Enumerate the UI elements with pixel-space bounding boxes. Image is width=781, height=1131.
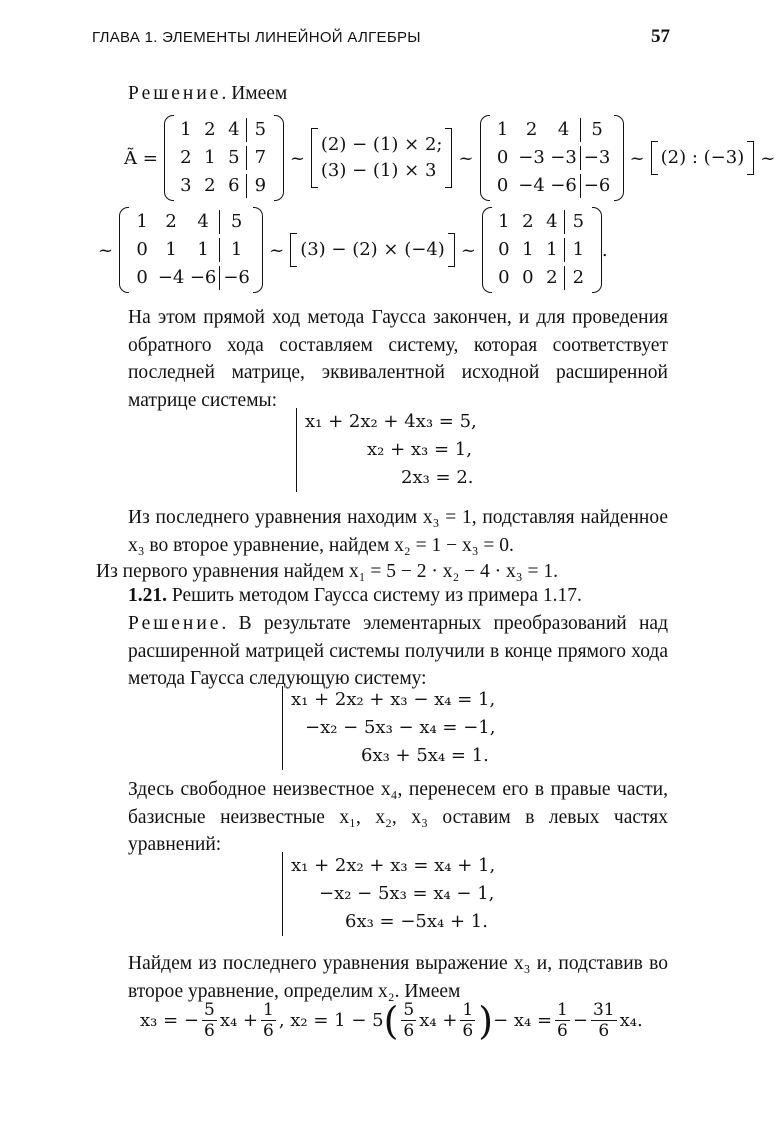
paragraph-forward-done: На этом прямой ход метода Гаусса закончен, и для проведения обратного хода составляем систему, которая соответствует последней матрице, эквивалентной исходной расширенной матрице системы: [128,307,668,411]
matrix-cell: −3 [550,147,577,168]
tilde: ~ [289,147,305,169]
row-operation-3 [290,237,455,263]
matrix-cell: 2 [180,147,192,168]
equation-line: x₁ + 2x₂ + 4x₃ = 5, [305,411,477,432]
matrix-3 [119,210,263,290]
row-operation-2 [651,145,755,171]
tilde: ~ [760,147,776,169]
equation-line: 6x₃ = −5x₄ + 1. [345,911,488,932]
matrix-4 [482,210,602,290]
matrix-cell: 5 [228,147,240,168]
matrix-cell: 1 [180,119,192,140]
expr-part: x₃ = − [140,1010,199,1031]
solution-text: . В результате элементарных преобразований над расширенной матрицей системы получили в конце прямого хода метода Гаусса следующую систему: [128,613,668,689]
page-number: 57 [651,26,670,47]
matrix-1 [164,118,284,198]
matrix-cell: 1 [165,239,177,260]
augmented-matrix-label: Ã = [124,147,158,169]
numerator: 5 [403,1000,415,1020]
equation-line: x₁ + 2x₂ + x₃ − x₄ = 1, [291,689,496,710]
matrix-cell: 0 [498,239,510,260]
matrix-cell: 7 [246,146,274,170]
solution-text: . Имеем [221,83,288,104]
solution-word: Решение [128,83,222,104]
equation-line: x₂ + x₃ = 1, [367,439,472,460]
matrix-cell: −6 [219,266,253,290]
matrix-cell: 2 [525,119,538,140]
denominator: 6 [462,1021,474,1041]
matrix-cell: 6 [228,175,240,196]
matrix-cell: 5 [219,210,253,234]
matrix-cell: 1 [136,211,148,232]
row-operation-text: (3) − (2) × (−4) [300,239,445,260]
matrix-cell: 0 [496,175,509,196]
tilde: ~ [629,147,645,169]
matrix-row-1 [118,118,781,198]
row-operation-1 [311,132,453,184]
matrix-cell: −3 [518,147,545,168]
matrix-cell: 2 [204,119,216,140]
denominator: 6 [598,1021,610,1041]
matrix-row-2: ~ 1 2 4 5 0 1 1 1 0 −4 −6 −6 ~ (3) − (2) × (−4) ~ 1 2 4 5 0 1 1 1 0 0 2 2 . [92,210,608,290]
text-line: Из последнего уравнения находим x₃ = 1, подставляя найденное x₃ во второе уравнение, найдем x₂ = 1 − x₃ = 0. [128,507,668,556]
problem-number: 1.21. [128,585,167,606]
equation-line: −x₂ − 5x₃ − x₄ = −1, [305,717,496,738]
matrix-cell: 1 [219,238,253,262]
matrix-cell: 5 [580,118,614,142]
matrix-cell: −3 [580,146,614,170]
fraction [460,1000,475,1041]
matrix-cell: 1 [204,147,216,168]
tilde: ~ [98,239,114,261]
denominator: 6 [203,1021,215,1041]
row-operation-text: (3) − (1) × 3 [320,160,437,181]
chapter-title: ГЛАВА 1. ЭЛЕМЕНТЫ ЛИНЕЙНОЙ АЛГЕБРЫ [92,29,421,46]
matrix-cell: 0 [498,267,510,288]
matrix-cell: −6 [550,175,577,196]
paragraph-back-substitution [128,504,668,559]
matrix-cell: 4 [228,119,240,140]
tilde: ~ [460,239,476,261]
expr-part: , x₂ = 1 − 5 [278,1010,384,1031]
matrix-cell: 0 [496,147,509,168]
problem-statement [128,582,668,610]
matrix-cell: 2 [165,211,177,232]
matrix-cell: 2 [546,267,558,288]
solution-word: Решение [128,613,222,634]
final-expression [140,1000,643,1041]
solution-intro-2 [128,610,668,693]
numerator: 5 [203,1000,215,1020]
matrix-cell: 4 [197,211,209,232]
expr-part: − x₄ = [493,1010,553,1031]
matrix-cell: 1 [498,211,510,232]
matrix-cell: 2 [522,211,534,232]
expr-part: x₄ + [219,1010,258,1031]
matrix-cell: 5 [564,210,592,234]
matrix-cell: 2 [204,175,216,196]
numerator: 1 [462,1000,474,1020]
matrix-cell: −4 [157,267,185,288]
matrix-cell: 9 [246,174,274,198]
matrix-cell: −4 [518,175,545,196]
expr-part: x₄. [619,1010,643,1031]
matrix-cell: −6 [189,267,217,288]
matrix-cell: 5 [246,118,274,142]
numerator: 1 [262,1000,274,1020]
paragraph-free-unknown: Здесь свободное неизвестное x₄, перенесем его в правые части, базисные неизвестные x₁, x₂, x₃ оставим в левых частях уравнений: [128,779,668,855]
denominator: 6 [557,1021,568,1041]
matrix-cell: 0 [522,267,534,288]
fraction [401,1000,416,1041]
tilde: ~ [458,147,474,169]
denominator: 6 [262,1021,274,1041]
matrix-cell: 1 [522,239,534,260]
matrix-cell: 1 [564,238,592,262]
matrix-cell: 4 [557,119,570,140]
paragraph-first-equation: Из первого уравнения найдем x₁ = 5 − 2 · x₂ − 4 · x₃ = 1. [96,561,558,582]
equation-line: 6x₃ + 5x₄ = 1. [361,745,489,766]
row-operation-text: (2) : (−3) [660,147,745,168]
matrix-cell: −6 [580,174,614,198]
matrix-cell: 0 [136,267,148,288]
tilde: ~ [269,239,285,261]
right-paren: ) [478,998,494,1043]
matrix-cell: 0 [136,239,148,260]
matrix-cell: 1 [546,239,558,260]
matrix-cell: 4 [546,211,558,232]
fraction [591,1000,617,1041]
numerator: 1 [557,1000,568,1020]
matrix-2 [480,118,624,198]
left-paren: ( [383,998,399,1043]
matrix-cell: 3 [180,175,192,196]
expr-part: − [572,1010,588,1031]
matrix-cell: 1 [496,119,509,140]
fraction [261,1000,276,1041]
equation-line: −x₂ − 5x₃ = x₄ − 1, [319,883,495,904]
matrix-cell: 2 [564,266,592,290]
equation-line: x₁ + 2x₂ + x₃ = x₄ + 1, [291,855,496,876]
fraction [202,1000,217,1041]
equation-line: 2x₃ = 2. [401,467,474,488]
solution-intro-1 [128,80,668,108]
equation-system-2 [282,686,495,770]
numerator: 31 [592,1000,615,1020]
equation-system-1 [296,408,477,492]
paragraph-find-x3: Найдем из последнего уравнения выражение x₃ и, подставив во второе уравнение, определим x₂. Имеем [128,953,668,1002]
row-operation-text: (2) − (1) × 2; [320,134,443,155]
equation-system-3 [282,852,495,936]
fraction [555,1000,570,1041]
matrix-cell: 1 [197,239,209,260]
expr-part: x₄ + [419,1010,458,1031]
denominator: 6 [403,1021,415,1041]
problem-text: Решить методом Гаусса систему из примера 1.17. [167,585,582,606]
running-header [92,26,670,54]
